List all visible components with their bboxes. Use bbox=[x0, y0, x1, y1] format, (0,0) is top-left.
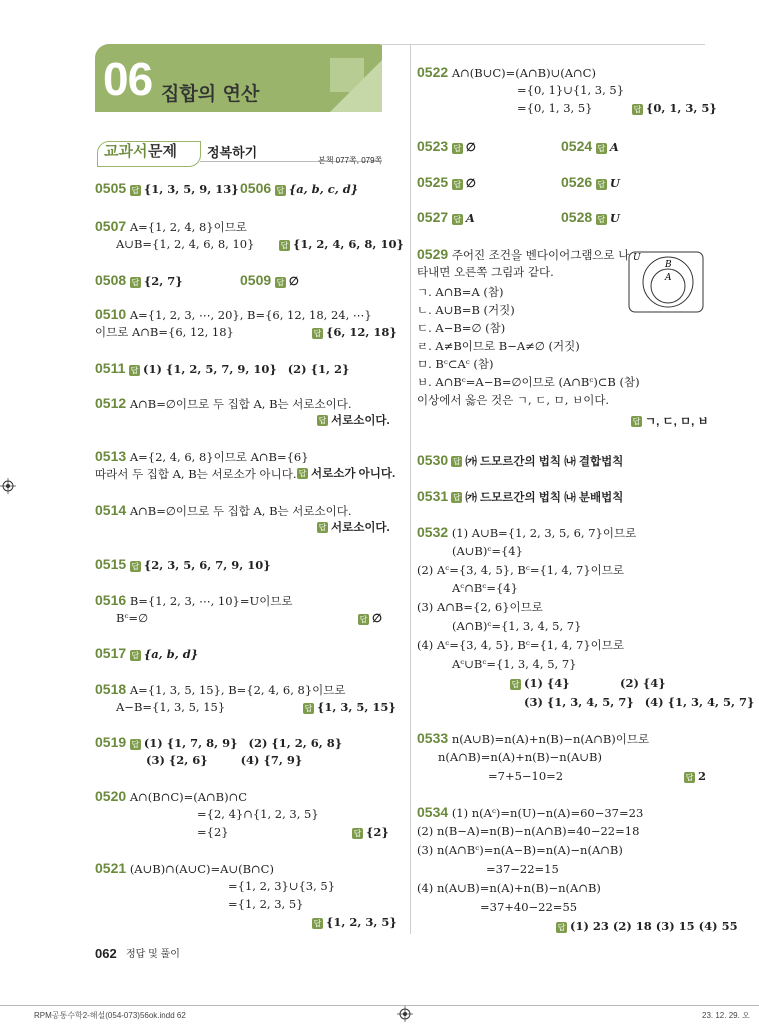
answer-icon: 답 bbox=[511, 679, 520, 689]
problem-number: 0518 bbox=[95, 681, 127, 697]
problem-number: 0516 bbox=[95, 592, 127, 608]
line: A∩(B∩C)=(A∩B)∩C bbox=[129, 790, 248, 804]
section-label-b: 문제 bbox=[148, 143, 177, 160]
problem-0514 bbox=[95, 502, 352, 519]
line: ㄱ. A∩B=A (참) bbox=[417, 285, 504, 299]
problem-number: 0532 bbox=[417, 524, 449, 540]
answer: 답 {1, 3, 5, 15} bbox=[304, 700, 396, 714]
answer: U bbox=[609, 211, 620, 225]
line: ={0, 1}∪{1, 3, 5} bbox=[517, 83, 625, 97]
line: 이므로 A∩B={6, 12, 18} bbox=[95, 325, 234, 339]
line: A∩B=∅이므로 두 집합 A, B는 서로소이다. bbox=[129, 504, 352, 518]
answer: 답 ∅ bbox=[359, 611, 383, 625]
problem-number: 0506 bbox=[240, 180, 272, 196]
answer-icon: 답 bbox=[276, 277, 285, 287]
line: A∩(B∪C)=(A∩B)∪(A∩C) bbox=[451, 66, 596, 80]
answer: 답 {2} bbox=[353, 825, 389, 839]
venn-label-b: B bbox=[665, 260, 672, 270]
problem-number: 0514 bbox=[95, 502, 127, 518]
answer-icon: 답 bbox=[280, 240, 289, 250]
venn-diagram bbox=[627, 248, 705, 314]
problem-0533 bbox=[417, 730, 649, 747]
line: ={2} bbox=[197, 825, 229, 839]
answer: A bbox=[609, 140, 619, 154]
line: (3) A∩B={2, 6}이므로 bbox=[417, 600, 543, 614]
line: (1) n(Aᶜ)=n(U)−n(A)=60−37=23 bbox=[451, 806, 644, 820]
problem-number: 0519 bbox=[95, 734, 127, 750]
problem-0526 bbox=[561, 174, 620, 191]
answer-icon: 답 bbox=[313, 918, 322, 928]
line: ={1, 2, 3, 5} bbox=[228, 897, 304, 911]
line: (A∪B)∩(A∪C)=A∪(B∩C) bbox=[129, 862, 274, 876]
problem-number: 0523 bbox=[417, 138, 449, 154]
problem-0518 bbox=[95, 681, 345, 698]
answer: ∅ bbox=[288, 274, 299, 288]
line: n(A∪B)=n(A)+n(B)−n(A∩B)이므로 bbox=[451, 732, 650, 746]
answer-icon: 답 bbox=[557, 922, 566, 932]
line: Aᶜ∩Bᶜ={4} bbox=[452, 581, 518, 595]
answer-icon: 답 bbox=[304, 703, 313, 713]
problem-number: 0508 bbox=[95, 272, 127, 288]
line: ㄹ. A≠B이므로 B−A≠∅ (거짓) bbox=[417, 339, 580, 353]
registration-mark-icon bbox=[397, 1006, 413, 1022]
answer-icon: 답 bbox=[131, 650, 140, 660]
line: A={1, 2, 4, 8}이므로 bbox=[129, 220, 247, 234]
answer-icon: 답 bbox=[318, 523, 327, 533]
answer-icon: 답 bbox=[131, 185, 140, 195]
chapter-header bbox=[95, 44, 382, 112]
answer: ∅ bbox=[465, 176, 476, 190]
problem-0511: 0511 답 (1) {1, 2, 5, 7, 9, 10} (2) {1, 2} bbox=[95, 360, 350, 376]
answer: {2, 7} bbox=[143, 274, 183, 288]
problem-0534 bbox=[417, 804, 643, 821]
line: A={1, 3, 5, 15}, B={2, 4, 6, 8}이므로 bbox=[129, 683, 346, 697]
problem-number: 0509 bbox=[240, 272, 272, 288]
line: n(A∩B)=n(A)+n(B)−n(A∪B) bbox=[438, 750, 602, 764]
answer-icon: 답 bbox=[318, 416, 327, 426]
answer: {a, b, c, d} bbox=[288, 182, 359, 196]
answer-icon: 답 bbox=[131, 739, 140, 749]
answer: 답 (1) 23 (2) 18 (3) 15 (4) 55 bbox=[557, 919, 738, 933]
answer: {1, 3, 5, 9, 13} bbox=[143, 182, 239, 196]
line: (A∩B)ᶜ={1, 3, 4, 5, 7} bbox=[452, 619, 582, 633]
top-rule bbox=[380, 44, 705, 45]
line: =37−22=15 bbox=[486, 862, 559, 876]
line: ={2, 4}∩{1, 2, 3, 5} bbox=[197, 807, 319, 821]
problem-number: 0530 bbox=[417, 452, 449, 468]
problem-0528 bbox=[561, 209, 620, 226]
line: Aᶜ∪Bᶜ={1, 3, 4, 5, 7} bbox=[452, 657, 577, 671]
problem-number: 0522 bbox=[417, 64, 449, 80]
problem-0507 bbox=[95, 218, 247, 235]
problem-0512 bbox=[95, 395, 352, 412]
problem-number: 0533 bbox=[417, 730, 449, 746]
problem-number: 0531 bbox=[417, 488, 449, 504]
answer: 답 (1) {4} bbox=[511, 676, 570, 690]
problem-0508 bbox=[95, 272, 183, 289]
line: (2) Aᶜ={3, 4, 5}, Bᶜ={1, 4, 7}이므로 bbox=[417, 563, 624, 577]
line: B={1, 2, 3, ⋯, 10}=U이므로 bbox=[129, 594, 293, 608]
column-divider bbox=[410, 44, 411, 934]
line: ㄴ. A∪B=B (거짓) bbox=[417, 303, 515, 317]
problem-0509 bbox=[240, 272, 299, 289]
answer-icon: 답 bbox=[130, 365, 139, 375]
problem-0510 bbox=[95, 306, 372, 323]
chapter-number: 06 bbox=[103, 53, 153, 105]
problem-number: 0513 bbox=[95, 448, 127, 464]
problem-number: 0515 bbox=[95, 556, 127, 572]
line: 이상에서 옳은 것은 ㄱ, ㄷ, ㅁ, ㅂ이다. bbox=[417, 393, 610, 407]
answer-icon: 답 bbox=[452, 493, 461, 503]
problem-0519-answers: (3) {2, 6} (4) {7, 9} bbox=[146, 753, 303, 767]
answer-icon: 답 bbox=[685, 772, 694, 782]
problem-number: 0520 bbox=[95, 788, 127, 804]
problem-0519: 0519 답 (1) {1, 7, 8, 9} (2) {1, 2, 6, 8} bbox=[95, 734, 343, 750]
print-date: 23. 12. 29. 오 bbox=[702, 1011, 750, 1020]
problem-number: 0525 bbox=[417, 174, 449, 190]
answer-icon: 답 bbox=[597, 214, 606, 224]
line: A∪B={1, 2, 4, 6, 8, 10} bbox=[116, 237, 255, 251]
answer: 답 2 bbox=[685, 769, 707, 783]
problem-0517 bbox=[95, 645, 198, 662]
answer: (3) {1, 3, 4, 5, 7} (4) {1, 3, 4, 5, 7} bbox=[524, 695, 755, 709]
answer: 답 서로소이다. bbox=[318, 415, 390, 427]
line: (3) n(A∩Bᶜ)=n(A−B)=n(A)−n(A∩B) bbox=[417, 843, 623, 857]
section-label-c: 정복하기 bbox=[207, 145, 258, 160]
problem-number: 0517 bbox=[95, 645, 127, 661]
problem-0516 bbox=[95, 592, 293, 609]
answer-icon: 답 bbox=[597, 143, 606, 153]
line: A∩B=∅이므로 두 집합 A, B는 서로소이다. bbox=[129, 397, 352, 411]
line: 주어진 조건을 벤다이어그램으로 나 bbox=[451, 248, 630, 262]
answer: U bbox=[609, 176, 620, 190]
problem-0513 bbox=[95, 448, 309, 465]
file-name: RPM공통수학2-해설(054-073)56ok.indd 62 bbox=[34, 1011, 186, 1020]
line: ={1, 2, 3}∪{3, 5} bbox=[228, 879, 336, 893]
footer-rule bbox=[0, 1005, 759, 1006]
problem-0530 bbox=[417, 452, 623, 470]
answer-icon: 답 bbox=[632, 417, 641, 427]
answer: {a, b, d} bbox=[143, 647, 199, 661]
line: A={2, 4, 6, 8}이므로 A∩B={6} bbox=[129, 450, 309, 464]
problem-0523 bbox=[417, 138, 476, 155]
problem-0525 bbox=[417, 174, 476, 191]
problem-0522 bbox=[417, 64, 596, 81]
answer-icon: 답 bbox=[453, 179, 462, 189]
answer: A bbox=[465, 211, 475, 225]
problem-number: 0507 bbox=[95, 218, 127, 234]
problem-number: 0529 bbox=[417, 246, 449, 262]
line: (1) A∪B={1, 2, 3, 5, 6, 7}이므로 bbox=[451, 526, 637, 540]
line: ㄷ. A−B=∅ (참) bbox=[417, 321, 506, 335]
section-ref: 본책 077쪽, 079쪽 bbox=[318, 156, 383, 165]
problem-0520 bbox=[95, 788, 247, 805]
line: 따라서 두 집합 A, B는 서로소가 아니다. bbox=[95, 467, 297, 481]
problem-0532 bbox=[417, 524, 636, 541]
line: 타내면 오른쪽 그림과 같다. bbox=[417, 265, 554, 279]
answer: 답 {0, 1, 3, 5} bbox=[633, 101, 717, 115]
answer-icon: 답 bbox=[359, 614, 368, 624]
answer-icon: 답 bbox=[313, 328, 322, 338]
answer: 답 {6, 12, 18} bbox=[313, 325, 397, 339]
page-label: 정답 및 풀이 bbox=[126, 949, 180, 960]
answer: ㈎ 드모르간의 법칙 ㈏ 분배법칙 bbox=[465, 492, 624, 504]
line: ={0, 1, 3, 5} bbox=[517, 101, 593, 115]
problem-0527 bbox=[417, 209, 475, 226]
line: ㅁ. Bᶜ⊂Aᶜ (참) bbox=[417, 357, 494, 371]
answer-icon: 답 bbox=[276, 185, 285, 195]
decor-corner bbox=[330, 60, 382, 112]
venn-label-u: U bbox=[633, 253, 641, 263]
answer: 답 {1, 2, 4, 6, 8, 10} bbox=[280, 237, 404, 251]
problem-0531 bbox=[417, 488, 623, 506]
answer-icon: 답 bbox=[597, 179, 606, 189]
line: A−B={1, 3, 5, 15} bbox=[116, 700, 226, 714]
problem-0521 bbox=[95, 860, 274, 877]
problem-0505 bbox=[95, 180, 239, 197]
answer-icon: 답 bbox=[353, 828, 362, 838]
answer: (2) {4} bbox=[620, 676, 666, 690]
answer: 답 서로소이다. bbox=[318, 522, 390, 534]
problem-number: 0528 bbox=[561, 209, 593, 225]
line: =7+5−10=2 bbox=[488, 769, 564, 783]
line: (2) n(B−A)=n(B)−n(A∩B)=40−22=18 bbox=[417, 824, 640, 838]
answer: 답 서로소가 아니다. bbox=[298, 468, 396, 480]
venn-label-a: A bbox=[665, 273, 672, 283]
answer-icon: 답 bbox=[131, 277, 140, 287]
answer-icon: 답 bbox=[453, 214, 462, 224]
problem-number: 0521 bbox=[95, 860, 127, 876]
answer: {2, 3, 5, 6, 7, 9, 10} bbox=[143, 558, 271, 572]
answer-icon: 답 bbox=[453, 143, 462, 153]
answer: 답 {1, 2, 3, 5} bbox=[313, 915, 397, 929]
line: (4) Aᶜ={3, 4, 5}, Bᶜ={1, 4, 7}이므로 bbox=[417, 638, 624, 652]
line: (A∪B)ᶜ={4} bbox=[452, 544, 523, 558]
registration-mark-icon bbox=[0, 478, 16, 494]
answer: ㈎ 드모르간의 법칙 ㈏ 결합법칙 bbox=[465, 456, 624, 468]
answer: 답 ㄱ, ㄷ, ㅁ, ㅂ bbox=[632, 416, 709, 428]
section-label-a: 교과서 bbox=[104, 143, 148, 160]
answer-icon: 답 bbox=[131, 561, 140, 571]
answer: ∅ bbox=[465, 140, 476, 154]
line: ㅂ. A∩Bᶜ=A−B=∅이므로 (A∩Bᶜ)⊂B (참) bbox=[417, 375, 640, 389]
problem-number: 0534 bbox=[417, 804, 449, 820]
answer-icon: 답 bbox=[298, 469, 307, 479]
line: Bᶜ=∅ bbox=[116, 611, 149, 625]
line: =37+40−22=55 bbox=[480, 900, 578, 914]
problem-number: 0511 bbox=[95, 360, 126, 376]
problem-number: 0524 bbox=[561, 138, 593, 154]
answer-icon: 답 bbox=[633, 104, 642, 114]
problem-0524 bbox=[561, 138, 619, 155]
answer-icon: 답 bbox=[452, 457, 461, 467]
problem-number: 0510 bbox=[95, 306, 127, 322]
problem-number: 0526 bbox=[561, 174, 593, 190]
chapter-title: 집합의 연산 bbox=[161, 83, 260, 105]
problem-0529 bbox=[417, 246, 629, 263]
problem-0515 bbox=[95, 556, 271, 573]
problem-number: 0512 bbox=[95, 395, 127, 411]
page-number: 062 bbox=[95, 946, 117, 961]
line: A={1, 2, 3, ⋯, 20}, B={6, 12, 18, 24, ⋯} bbox=[129, 308, 372, 322]
problem-0506 bbox=[240, 180, 358, 197]
problem-number: 0505 bbox=[95, 180, 127, 196]
problem-number: 0527 bbox=[417, 209, 449, 225]
line: (4) n(A∪B)=n(A)+n(B)−n(A∩B) bbox=[417, 881, 601, 895]
